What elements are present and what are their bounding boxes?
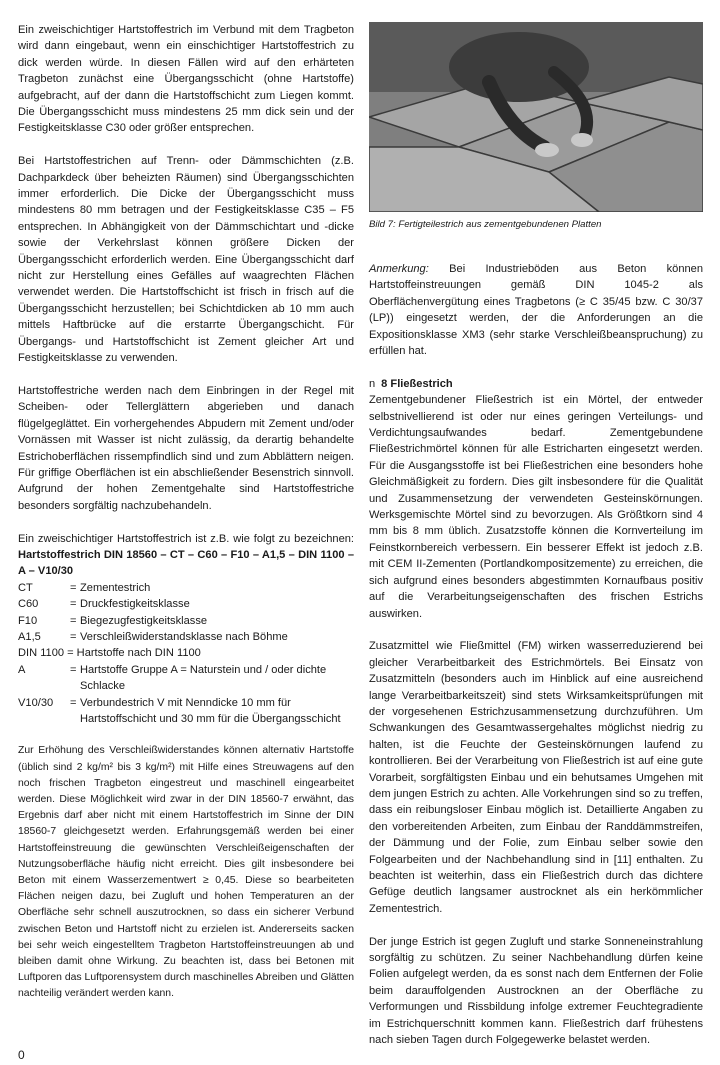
section-heading xyxy=(369,376,703,392)
paragraph-flowing-screed: Zementgebundener Fließestrich ist ein Mörtel, der entweder selbstnivellierend ist oder nur eines geringen Verteilungs- und Verdichtungsaufwandes bedarf. Zementgebundene Fließestrichmörtel können für alle Estricharten eingesetzt werden. Für die Ausgangsstoffe ist bei Fließestrichen eine besonders hohe Gleichmäßigkeit zu fordern. Dies gilt insbesondere für die Qualität und Zusammensetzung der verwendeten Gesteinskörnungen. Werksgemischte Mörtel sind zu bevorzugen. Als Größtkorn sind 4 mm bis 8 mm üblich. Zusatzstoffe können die Kornverteilung im Feinstkornbereich verbessern. Ein besserer Effekt ist jedoch z.B. mit CEM II-Zementen (Portlandkompositzemente) zu erreichen, die sich aufgrund eines besonders abgestimmten Kornaufbaus positiv auf die Verarbeitungseigenschaften des frischen Estrichs auswirken. xyxy=(369,394,703,620)
legend-eq: = xyxy=(70,630,77,643)
legend-row xyxy=(18,613,354,629)
legend-row xyxy=(18,629,354,645)
page-number: 0 xyxy=(18,1048,25,1062)
legend-value: Biegezugfestigkeitsklasse xyxy=(80,614,208,627)
legend-row xyxy=(18,596,354,612)
legend-row xyxy=(18,695,354,728)
legend-din-row: DIN 1100 = Hartstoffe nach DIN 1100 xyxy=(18,647,201,660)
legend-key: CT xyxy=(18,581,33,594)
legend-value: Verschleißwiderstandsklasse nach Böhme xyxy=(80,630,288,643)
legend-key: V10/30 xyxy=(18,696,54,709)
paragraph-hardstone-scattering: Zur Erhöhung des Verschleißwiderstandes können alternativ Hartstoffe (üblich sind 2 kg/m² bis 3 kg/m²) mit Hilfe eines Streuwagens auf den noch frischen Tragbeton eingestreut und maschinell eingearbeitet werden. Diese Möglichkeit wird zwar in der DIN 18560-7 erwähnt, das Ergebnis darf aber nicht mit einem Hartstoffestrich im Sinne der DIN 18560-7 gleichgesetzt werden. Erfahrungsgemäß werden bei einer Hartstoffeinstreuung die gewünschten Verschleißeigenschaften der Nutzungsoberfläche häufig nicht erreicht. Dies gilt insbesondere bei Beton mit einem Wasserzementwert ≥ 0,45. Diese so bearbeiteten Flächen neigen dazu, bei Zugluft und hohen Temperaturen an der Oberfläche sehr schnell auszutrocknen, so dass ein sicherer Verbund zwischen Beton und Hartstoff nicht zu erzielen ist. Andererseits sacken bei sehr weich eingestelltem Tragbeton Hartstoffeinstreuungen ab und bleiben damit ohne Wirkung. Zu beachten ist, dass bei Betonen mit Luftporen das Luftporensystem durch maschinelles Abreiben und Glätten nachteilig verändert werden kann. xyxy=(18,745,354,1000)
note-label: Anmerkung: xyxy=(369,263,429,275)
legend-eq: = xyxy=(70,663,77,676)
paragraph-admixtures: Zusatzmittel wie Fließmittel (FM) wirken wasserreduzierend bei gleicher Verarbeitbarkeit des Estrichmörtels. Bei Einsatz von Zusatzmitteln (besonders auch im Hinblick auf eine ausreichend lange Verarbeitbarkeitszeit) sind stets Wirksamkeitsprüfungen mit der vorgesehenen Estrichzusammensetzung durchzuführen. Um Schwankungen des Gesamtwassergehaltes möglichst niedrig zu halten, ist die Feuchte der Gesteinskörnungen laufend zu kontrollieren. Bei der Verarbeitung von Fließestrich ist auf eine gute Vorarbeit, sorgfältigsten Einbau und ein behutsames Umgehen mit dem jungen Estrich zu achten. Alle Vorkehrungen sind so zu treffen, dass ein reibungsloser Einbau möglich ist. Detaillierte Angaben zu den vorbereitenden Arbeiten, zum Einbau der Randdämmstreifen, der Dämmung und der Folie, zum Einbau selber sowie den Folgearbeiten und der Nachbehandlung sind in [11] enthalten. Zu beachten ist weiterhin, dass ein Fließestrich durch das dichtere Gefüge deutlich langsamer austrocknet als ein herkömmlicher Zementestrich. xyxy=(369,640,703,915)
designation-block xyxy=(18,531,354,580)
paragraph-smoothing: Hartstoffestriche werden nach dem Einbringen in der Regel mit Scheiben- oder Tellerglättern abgerieben und danach flügelgeglättet. Ein vorhergehendes Abpudern mit Zement und/oder Vornässen mit Wasser ist nicht zulässig, da derartig behandelte Estrichoberflächen rissempfindlich sind und zum Abblättern neigen. Für griffige Oberflächen ist ein abschließender Besenstrich sinnvoll. Aufgrund der hohen Zementgehalte sind Hartstoffestriche besonders sorgfältig nachzubehandeln. xyxy=(18,384,354,512)
legend-row xyxy=(18,662,354,695)
legend-eq: = xyxy=(70,696,77,709)
tiles-photo-image xyxy=(369,22,703,212)
legend-key: C60 xyxy=(18,598,39,611)
legend-value: Zementestrich xyxy=(80,581,151,594)
legend-key: A xyxy=(18,663,26,676)
legend-value: Druckfestigkeitsklasse xyxy=(80,598,190,611)
legend-value: Verbundestrich V mit Nenndicke 10 mm für Hartstoffschicht und 30 mm für die Übergangsschicht xyxy=(80,696,341,726)
paragraph-curing: Der junge Estrich ist gegen Zugluft und starke Sonneneinstrahlung sorgfältig zu schützen. Zu seiner Nachbehandlung dürfen keine Folien aufgelegt werden, da es sonst nach dem Entfernen der Folie beim darauffolgenden Austrocknen an der Oberfläche zu Verformungen und Rissbildung infolge extremer Feuchtegradiente im Estrichquerschnitt kommen kann. Fließestrich darf frühestens nach sieben Tagen durch Folgegewerke belastet werden. xyxy=(369,935,703,1047)
designation-intro: Ein zweischichtiger Hartstoffestrich ist z.B. wie folgt zu bezeichnen: xyxy=(18,532,354,545)
note-paragraph xyxy=(369,261,703,359)
note-text: Bei Industrieböden aus Beton können Hartstoffeinstreuungen gemäß DIN 1045-2 als Oberflächenvergütung eines Tragbetons (≥ C 35/45 bzw. C 30/37 (LP)) eingesetzt werden, der die Anforderungen an die Expositionsklasse XM3 (sehr starke Verschleißbeanspruchung) zu erfüllen hat. xyxy=(369,263,703,358)
paragraph-two-layer-intro: Ein zweischichtiger Hartstoffestrich im Verbund mit dem Tragbeton wird dann eingebaut, wenn ein einschichtiger Hartstoffestrich zu dick werden würde. In diesen Fällen wird auf den erhärteten Tragbeton zunächst eine Übergangsschicht (ohne Hartstoffe) aufgebracht, auf der dann die Hartstoffschicht zum Liegen kommt. Die Übergangsschicht muss mindestens 25 mm dick sein und der Festigkeitsklasse C30 oder größer entsprechen. xyxy=(18,24,354,135)
section-marker: n xyxy=(369,377,376,390)
legend-eq: = xyxy=(70,581,77,594)
legend-key: A1,5 xyxy=(18,630,41,643)
legend-row xyxy=(18,580,354,596)
section-title: 8 Fließestrich xyxy=(381,377,453,390)
legend-eq: = xyxy=(70,598,77,611)
legend-key: F10 xyxy=(18,614,38,627)
left-column xyxy=(18,22,354,1019)
right-column xyxy=(369,22,703,1065)
designation-legend xyxy=(18,580,354,728)
legend-value: Hartstoffe Gruppe A = Naturstein und / oder dichte Schlacke xyxy=(80,663,327,693)
legend-eq: = xyxy=(70,614,77,627)
designation-code: Hartstoffestrich DIN 18560 – CT – C60 – F10 – A1,5 – DIN 1100 – A – V10/30 xyxy=(18,548,354,578)
figure-caption: Bild 7: Fertigteilestrich aus zementgebundenen Platten xyxy=(369,219,602,230)
paragraph-insulation-layers: Bei Hartstoffestrichen auf Trenn- oder Dämmschichten (z.B. Dachparkdeck über beheizten Räumen) sind Übergangsschichten immer erforderlich. Die Dicke der Übergangsschicht muss mindestens 80 mm betragen und der Festigkeitsklasse C35 – F5 entsprechen. In Abhängigkeit von der Dämmschichtart und -dicke sowie der Verkehrslast können größere Dicken der Übergangsschicht erforderlich werden. Eine Übergangsschicht darf nicht zur Herstellung eines Gefälles auf waagrechten Flächen verwendet werden. Die Hartstoffschicht ist frisch in frisch auf die Übergangsschicht herzustellen; bei Schichtdicken ab 10 mm auch mittels Haftbrücke auf die erstarrte Übergangschicht. Für Übergangs- und Hartstoffschicht ist Zement gleicher Art und Festigkeitsklasse zu verwenden. xyxy=(18,155,354,365)
figure-photo xyxy=(369,22,703,212)
